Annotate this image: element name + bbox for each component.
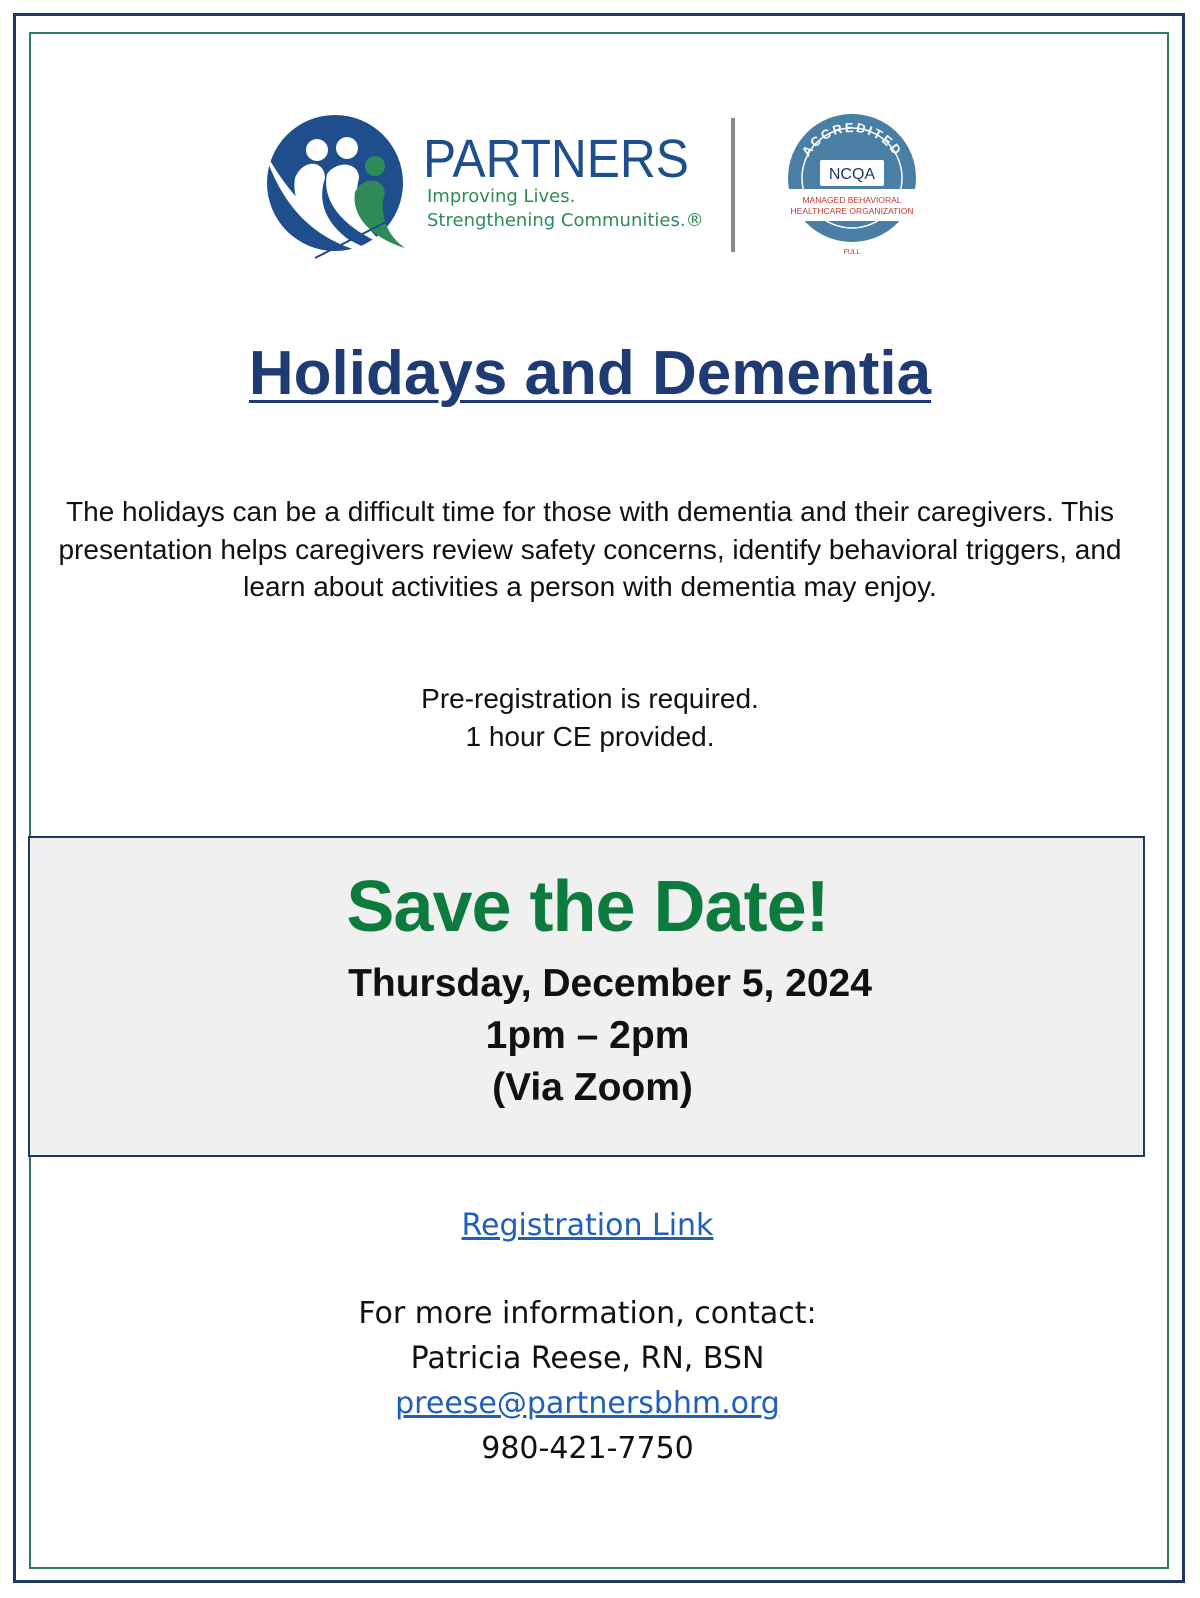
partners-logo-icon: [255, 108, 420, 268]
seal-line-2: HEALTHCARE ORGANIZATION: [790, 206, 914, 216]
contact-phone: 980-421-7750: [481, 1431, 694, 1466]
contact-intro: For more information, contact:: [358, 1296, 817, 1331]
ncqa-seal-icon: [780, 110, 925, 260]
seal-org: NCQA: [828, 166, 876, 183]
event-notes: [40, 680, 1140, 755]
event-venue: (Via Zoom): [492, 1066, 693, 1109]
event-time: 1pm – 2pm: [485, 1014, 690, 1057]
registration-link[interactable]: Registration Link: [461, 1208, 714, 1243]
partners-logo-name: PARTNERS: [423, 129, 689, 189]
event-description: The holidays can be a difficult time for those with dementia and their caregivers. This presentation helps caregivers review safety concerns, identify behavioral triggers, and learn about activities a person with dementia may enjoy.: [58, 496, 1122, 602]
save-the-date-heading: Save the Date!: [346, 867, 829, 947]
contact-email-link[interactable]: preese@partnersbhm.org: [395, 1386, 780, 1421]
partners-logo-tagline-1: Improving Lives.: [427, 186, 576, 207]
contact-person: Patricia Reese, RN, BSN: [410, 1341, 765, 1376]
ce-note: 1 hour CE provided.: [465, 720, 715, 752]
event-date: Thursday, December 5, 2024: [348, 962, 872, 1005]
event-title: Holidays and Dementia: [248, 339, 932, 408]
seal-line-1: MANAGED BEHAVIORAL: [802, 195, 902, 205]
seal-level: FULL: [843, 249, 861, 256]
preregistration-note: Pre-registration is required.: [421, 683, 759, 714]
seal-arc-text: ACCREDITED: [798, 119, 906, 159]
partners-logo-tagline-2: Strengthening Communities.®: [427, 210, 704, 231]
logo-divider: [731, 118, 735, 252]
